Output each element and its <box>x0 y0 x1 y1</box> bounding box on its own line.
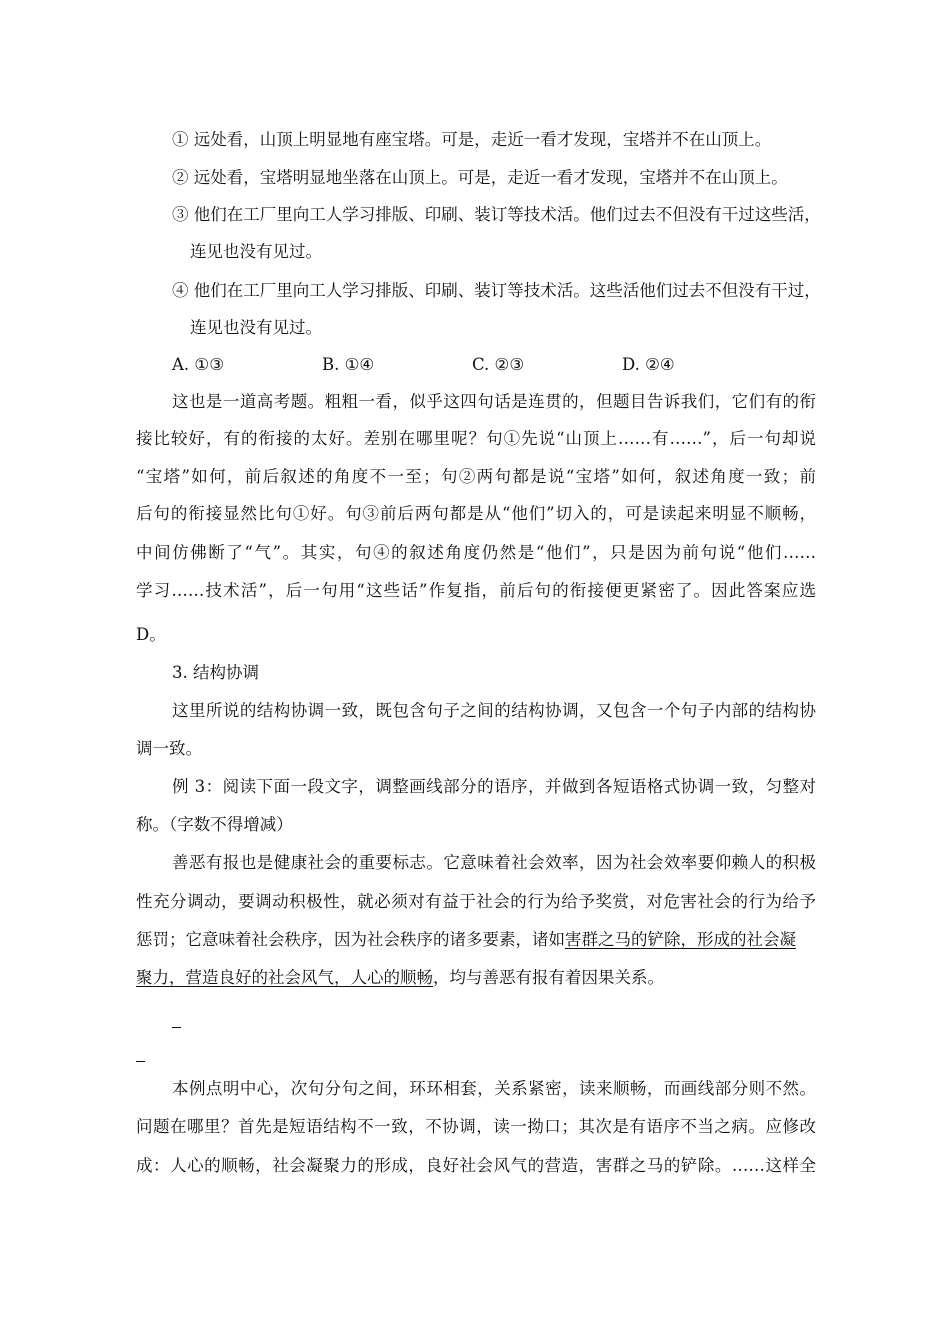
example-prompt-line: 称。（字数不得增减） <box>136 815 293 834</box>
choice-b: B. ①④ <box>322 355 375 374</box>
passage-line <box>136 967 664 989</box>
analysis-line: 成：人心的顺畅，社会凝聚力的形成，良好社会风气的营造，害群之马的铲除。……这样全 <box>136 1156 816 1175</box>
choice-c: C. ②③ <box>472 355 525 374</box>
passage-line: 性充分调动，要调动积极性，就必须对有益于社会的行为给予奖赏，对危害社会的行为给予 <box>136 892 816 911</box>
section-intro-line: 这里所说的结构协调一致，既包含句子之间的结构协调，又包含一个句子内部的结构协 <box>172 701 816 720</box>
option-1: ① 远处看，山顶上明显地有座宝塔。可是，走近一看才发现，宝塔并不在山顶上。 <box>172 130 772 149</box>
passage-text: ，均与善恶有报有着因果关系。 <box>433 968 664 987</box>
option-4-continued: 连见也没有见过。 <box>190 318 322 337</box>
underlined-phrase: 害群之马的铲除，形成的社会凝 <box>565 930 796 949</box>
option-3-continued: 连见也没有见过。 <box>190 242 322 261</box>
analysis-line: 接比较好，有的衔接的太好。差别在哪里呢？句①先说“山顶上……有……”，后一句却说 <box>136 429 816 448</box>
answer-blank-mark <box>136 1061 145 1062</box>
option-2: ② 远处看，宝塔明显地坐落在山顶上。可是，走近一看才发现，宝塔并不在山顶上。 <box>172 168 788 187</box>
choice-a: A. ①③ <box>172 355 224 374</box>
section-title: 3. 结构协调 <box>172 663 259 682</box>
analysis-line: D。 <box>136 625 166 644</box>
passage-line <box>136 929 796 951</box>
analysis-line: 中间仿佛断了“气”。其实，句④的叙述角度仍然是“他们”，只是因为前句说“他们…… <box>136 543 816 562</box>
analysis-line: 问题在哪里？首先是短语结构不一致，不协调，读一拗口；其次是有语序不当之病。应修改 <box>136 1117 816 1136</box>
analysis-line: 这也是一道高考题。粗粗一看，似乎这四句话是连贯的，但题目告诉我们，它们有的衔 <box>172 392 816 411</box>
choice-d: D. ②④ <box>622 355 675 374</box>
section-intro-line: 调一致。 <box>136 739 202 758</box>
underlined-phrase: 聚力，营造良好的社会风气，人心的顺畅 <box>136 968 433 987</box>
analysis-line: 后句的衔接显然比句①好。句③前后两句都是从“他们”切入的，可是读起来明显不顺畅， <box>136 504 816 523</box>
passage-line: 善恶有报也是健康社会的重要标志。它意味着社会效率，因为社会效率要仰赖人的积极 <box>172 853 816 872</box>
option-3: ③ 他们在工厂里向工人学习排版、印刷、装订等技术活。他们过去不但没有干过这些活， <box>172 205 821 224</box>
passage-text: 惩罚；它意味着社会秩序，因为社会秩序的诸多要素，诸如 <box>136 930 565 949</box>
analysis-line: 本例点明中心，次句分句之间，环环相套，关系紧密，读来顺畅，而画线部分则不然。 <box>172 1079 816 1098</box>
analysis-line: “宝塔”如何，前后叙述的角度不一至；句②两句都是说“宝塔”如何，叙述角度一致；前 <box>136 467 816 486</box>
answer-blank-mark <box>172 1027 181 1028</box>
option-4: ④ 他们在工厂里向工人学习排版、印刷、装订等技术活。这些活他们过去不但没有干过， <box>172 281 821 300</box>
analysis-line: 学习……技术活”，后一句用“这些话”作复指，前后句的衔接便更紧密了。因此答案应选 <box>136 581 816 600</box>
example-prompt-line: 例 3：阅读下面一段文字，调整画线部分的语序，并做到各短语格式协调一致，匀整对 <box>172 777 816 796</box>
